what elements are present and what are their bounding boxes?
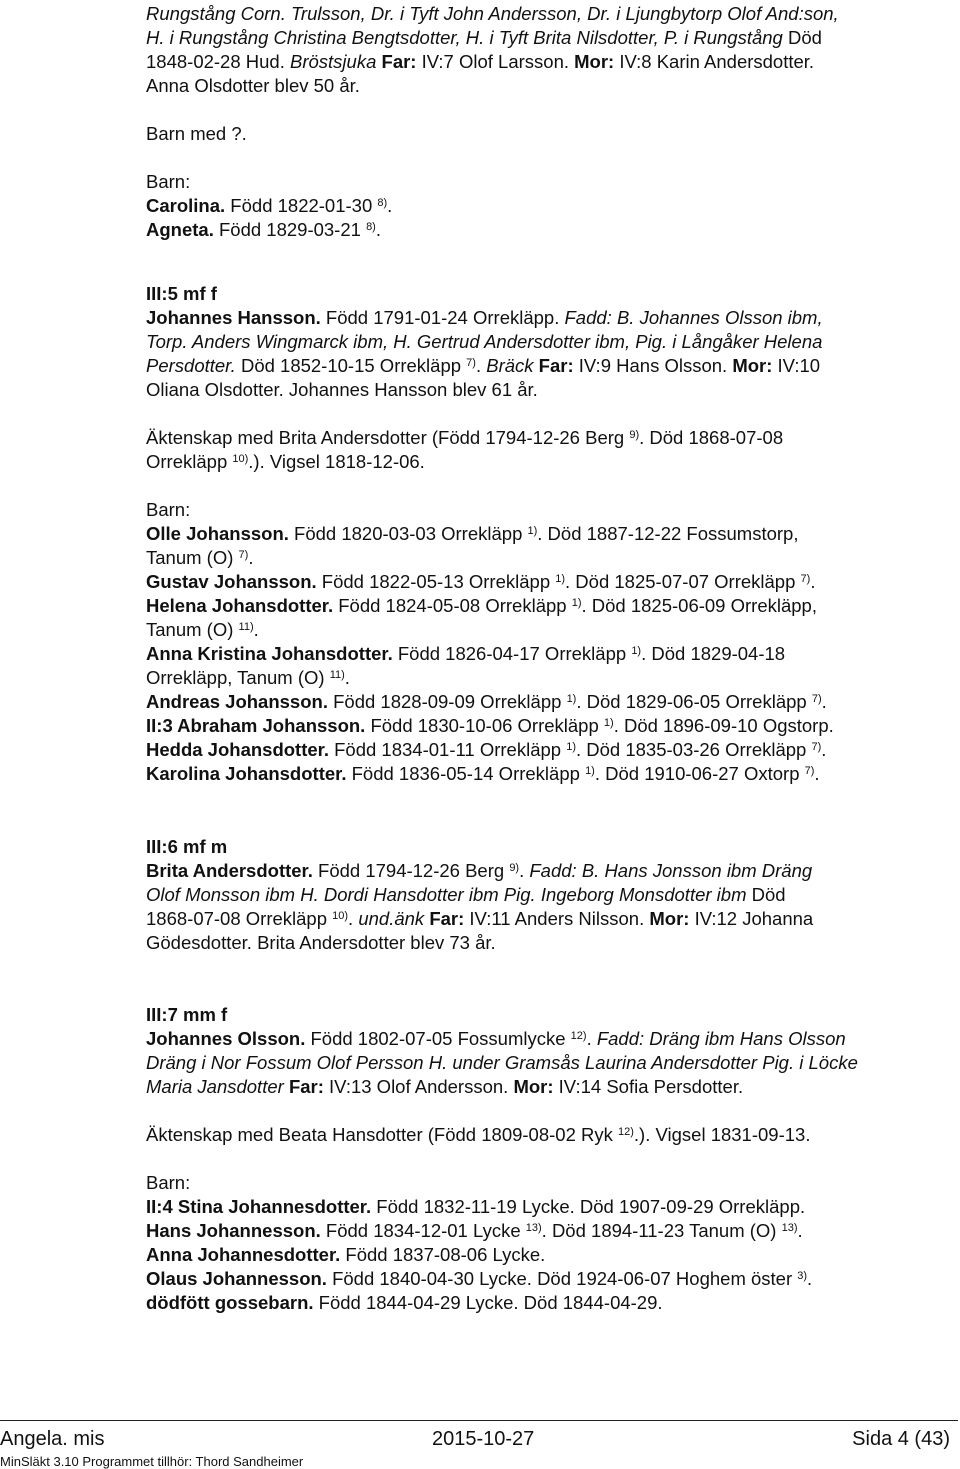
text-segment: II:3 Abraham Johansson.	[146, 715, 366, 736]
text-segment: 12)	[570, 1030, 587, 1042]
text-segment: .	[344, 667, 350, 688]
text-segment: .	[248, 547, 254, 568]
text-segment: . Död 1896-09-10 Ogstorp.	[613, 715, 834, 736]
text-line	[146, 122, 946, 146]
text-segment: Gödesdotter. Brita Andersdotter blev 73 år.	[146, 932, 496, 953]
text-segment: 1)	[555, 573, 566, 585]
text-segment: Mor:	[649, 908, 690, 929]
text-segment: Fadd: B. Hans Jonsson ibm Dräng	[529, 860, 813, 881]
text-line	[146, 50, 946, 74]
text-line	[146, 1123, 946, 1147]
text-line	[146, 546, 946, 570]
text-segment: 7)	[811, 741, 822, 753]
text-segment: 1)	[631, 645, 642, 657]
text-segment: .	[519, 860, 530, 881]
text-segment: 1)	[571, 597, 582, 609]
text-segment: Far:	[429, 908, 465, 929]
text-line	[146, 1171, 946, 1195]
text-segment: Född 1829-03-21	[213, 219, 367, 240]
text-segment: . Död 1887-12-22 Fossumstorp,	[537, 523, 799, 544]
text-segment: Barn:	[146, 499, 191, 520]
text-segment: Barn med ?.	[146, 123, 247, 144]
continuation-block	[146, 2, 946, 242]
text-line	[146, 570, 946, 594]
text-segment: Bröstsjuka	[290, 51, 377, 72]
text-segment: Andreas Johansson.	[146, 691, 328, 712]
text-segment: Johannes Olsson.	[146, 1028, 306, 1049]
text-segment: 1)	[603, 717, 614, 729]
text-segment: Äktenskap med Beata Hansdotter (Född 1809-08-02 Ryk	[146, 1124, 619, 1145]
text-segment: Född 1822-01-30	[225, 195, 378, 216]
text-line	[146, 1051, 946, 1075]
text-segment: . Död 1910-06-27 Oxtorp	[594, 763, 805, 784]
text-line	[146, 666, 946, 690]
text-segment: Mor:	[513, 1076, 554, 1097]
text-line	[146, 170, 946, 194]
text-segment: Persdotter.	[146, 355, 236, 376]
text-line	[146, 1003, 946, 1027]
text-segment: . Död 1825-06-09 Orrekläpp,	[581, 595, 817, 616]
text-line	[146, 498, 946, 522]
text-segment: Far:	[288, 1076, 324, 1097]
text-segment: Dräng i Nor Fossum Olof Persson H. under Gramsås Laurina Andersdotter Pig. i Löcke	[146, 1052, 858, 1073]
text-segment: . Död 1868-07-08	[639, 427, 784, 448]
text-segment: Född 1828-09-09 Orrekläpp	[327, 691, 567, 712]
text-line	[146, 642, 946, 666]
text-segment: H. i Rungstång Christina Bengtsdotter, H. i Tyft Brita Nilsdotter, P. i Rungstång	[146, 27, 783, 48]
text-line	[146, 835, 946, 859]
text-segment: Fadd: Dräng ibm Hans Olsson	[596, 1028, 846, 1049]
text-segment: 7)	[811, 693, 822, 705]
text-line	[146, 282, 946, 306]
text-segment: Äktenskap med Brita Andersdotter (Född 1794-12-26 Berg	[146, 427, 630, 448]
text-line	[146, 1075, 946, 1099]
text-segment: 13)	[781, 1222, 798, 1234]
text-line	[146, 714, 946, 738]
text-line	[146, 883, 946, 907]
text-segment: .	[807, 1268, 813, 1289]
text-segment: Död	[782, 27, 822, 48]
text-segment: Bräck	[486, 355, 534, 376]
text-segment: .	[475, 355, 487, 376]
text-segment: . Död 1894-11-23 Tanum (O)	[541, 1220, 782, 1241]
text-segment: Oliana Olsdotter. Johannes Hansson blev 61 år.	[146, 379, 538, 400]
text-segment: 8)	[366, 221, 376, 233]
text-segment: 10)	[232, 453, 249, 465]
text-segment: . Död 1829-06-05 Orrekläpp	[576, 691, 812, 712]
text-line	[146, 402, 946, 426]
text-segment: . Död 1829-04-18	[641, 643, 786, 664]
text-segment: dödfött gossebarn.	[146, 1292, 314, 1313]
text-segment: Far:	[381, 51, 417, 72]
text-segment: 10)	[332, 910, 349, 922]
text-segment: IV:12 Johanna	[689, 908, 814, 929]
text-line	[146, 738, 946, 762]
text-line	[146, 378, 946, 402]
text-line	[146, 931, 946, 955]
text-segment: Agneta.	[146, 219, 214, 240]
text-segment: . Död 1825-07-07 Orrekläpp	[565, 571, 801, 592]
text-line	[146, 98, 946, 122]
text-line	[146, 594, 946, 618]
text-segment: Olaus Johannesson.	[146, 1268, 327, 1289]
text-segment: Född 1840-04-30 Lycke. Död 1924-06-07 Hoghem öster	[326, 1268, 798, 1289]
text-segment: Född 1824-05-08 Orrekläpp	[333, 595, 572, 616]
text-segment: 9)	[629, 429, 640, 441]
text-segment: Född 1826-04-17 Orrekläpp	[392, 643, 632, 664]
text-segment: .	[814, 763, 820, 784]
text-line	[146, 194, 946, 218]
text-line	[146, 1027, 946, 1051]
text-line	[146, 474, 946, 498]
text-segment: Mor:	[732, 355, 773, 376]
text-segment: Född 1837-08-06 Lycke.	[340, 1244, 546, 1265]
text-segment: III:5 mf f	[146, 283, 217, 304]
text-line	[146, 26, 946, 50]
text-segment: IV:8 Karin Andersdotter.	[614, 51, 815, 72]
text-segment: .	[821, 739, 827, 760]
text-line	[146, 218, 946, 242]
text-segment: Död 1852-10-15 Orrekläpp	[235, 355, 467, 376]
text-segment: .). Vigsel 1818-12-06.	[248, 451, 425, 472]
footer-page-number: Sida 4 (43)	[852, 1428, 950, 1450]
text-segment: Hans Johannesson.	[146, 1220, 321, 1241]
text-segment: .	[387, 195, 393, 216]
footer-date: 2015-10-27	[432, 1428, 535, 1450]
text-segment: 11)	[329, 669, 345, 681]
text-line	[146, 306, 946, 330]
text-segment: Född 1830-10-06 Orrekläpp	[365, 715, 604, 736]
text-line	[146, 1099, 946, 1123]
text-segment: Tanum (O)	[146, 547, 239, 568]
person-III-6	[146, 835, 946, 955]
text-line	[146, 426, 946, 450]
text-segment: 12)	[618, 1126, 634, 1138]
text-segment: 1)	[566, 741, 576, 753]
text-segment: 7)	[800, 573, 811, 585]
text-segment: Tanum (O)	[146, 619, 239, 640]
text-line	[146, 1243, 946, 1267]
text-line	[146, 146, 946, 170]
text-segment: Torp. Anders Wingmarck ibm, H. Gertrud Andersdotter ibm, Pig. i Långåker Helena	[146, 331, 823, 352]
text-segment: Karolina Johansdotter.	[146, 763, 347, 784]
text-segment: 1)	[585, 765, 595, 777]
text-line	[146, 859, 946, 883]
text-segment: Född 1794-12-26 Berg	[312, 860, 510, 881]
text-segment: IV:14 Sofia Persdotter.	[553, 1076, 744, 1097]
text-segment: Född 1836-05-14 Orrekläpp	[346, 763, 586, 784]
text-segment: 9)	[509, 862, 520, 874]
text-line	[146, 690, 946, 714]
text-segment: Född 1822-05-13 Orrekläpp	[316, 571, 556, 592]
text-segment: IV:7 Olof Larsson.	[416, 51, 575, 72]
text-segment: Carolina.	[146, 195, 226, 216]
text-segment: .	[810, 571, 816, 592]
text-segment: Anna Olsdotter blev 50 år.	[146, 75, 360, 96]
text-segment: Maria Jansdotter	[146, 1076, 284, 1097]
text-segment: Död	[746, 884, 786, 905]
text-segment: und.änk	[358, 908, 425, 929]
text-segment: IV:10	[772, 355, 821, 376]
text-line	[146, 354, 946, 378]
text-segment: IV:13 Olof Andersson.	[323, 1076, 514, 1097]
text-segment: Rungstång Corn. Trulsson, Dr. i Tyft John Andersson, Dr. i Ljungbytorp Olof And:son,	[146, 3, 839, 24]
text-line	[146, 1195, 946, 1219]
text-segment: IV:11 Anders Nilsson.	[464, 908, 650, 929]
text-line	[146, 1267, 946, 1291]
text-segment: .	[253, 619, 259, 640]
person-III-5	[146, 282, 946, 786]
text-line	[146, 762, 946, 786]
text-segment: Anna Kristina Johansdotter.	[146, 643, 393, 664]
text-segment: 8)	[377, 197, 388, 209]
text-segment: Född 1820-03-03 Orrekläpp	[288, 523, 528, 544]
text-segment: Orrekläpp	[146, 451, 233, 472]
text-line	[146, 522, 946, 546]
text-segment: 13)	[525, 1222, 542, 1234]
text-segment: Född 1791-01-24 Orrekläpp.	[320, 307, 565, 328]
text-segment: Hedda Johansdotter.	[146, 739, 329, 760]
text-line	[146, 1291, 946, 1315]
text-segment: III:7 mm f	[146, 1004, 228, 1025]
text-line	[146, 907, 946, 931]
text-segment: Barn:	[146, 171, 191, 192]
text-segment: II:4 Stina Johannesdotter.	[146, 1196, 372, 1217]
text-segment: Född 1844-04-29 Lycke. Död 1844-04-29.	[313, 1292, 663, 1313]
text-segment: Född 1834-01-11 Orrekläpp	[328, 739, 567, 760]
text-segment: Anna Johannesdotter.	[146, 1244, 341, 1265]
text-segment: .	[348, 908, 359, 929]
footer-program-info: MinSläkt 3.10 Programmet tillhör: Thord Sandheimer	[0, 1454, 304, 1469]
text-segment: Mor:	[574, 51, 615, 72]
text-segment: .	[797, 1220, 803, 1241]
text-segment: Johannes Hansson.	[146, 307, 321, 328]
text-line	[146, 1219, 946, 1243]
text-segment: 7)	[804, 765, 815, 777]
text-segment: Orrekläpp, Tanum (O)	[146, 667, 330, 688]
text-segment: .	[586, 1028, 597, 1049]
text-segment: Född 1832-11-19 Lycke. Död 1907-09-29 Orrekläpp.	[371, 1196, 806, 1217]
text-segment: Barn:	[146, 1172, 191, 1193]
text-segment: Brita Andersdotter.	[146, 860, 313, 881]
person-III-7	[146, 1003, 946, 1315]
text-segment: Född 1802-07-05 Fossumlycke	[305, 1028, 571, 1049]
text-segment: .	[821, 691, 827, 712]
text-segment: 11)	[238, 621, 254, 633]
footer-divider	[0, 1420, 958, 1421]
text-line	[146, 330, 946, 354]
text-segment: . Död 1835-03-26 Orrekläpp	[575, 739, 812, 760]
text-line	[146, 618, 946, 642]
text-line	[146, 450, 946, 474]
text-line	[146, 74, 946, 98]
text-segment: Född 1834-12-01 Lycke	[320, 1220, 526, 1241]
text-segment: Helena Johansdotter.	[146, 595, 334, 616]
text-segment: Gustav Johansson.	[146, 571, 317, 592]
page-footer	[0, 1420, 960, 1467]
text-line	[146, 1147, 946, 1171]
text-segment: IV:9 Hans Olsson.	[573, 355, 733, 376]
text-segment: .). Vigsel 1831-09-13.	[633, 1124, 811, 1145]
text-segment: Olle Johansson.	[146, 523, 289, 544]
text-segment: 7)	[238, 549, 249, 561]
text-segment: Fadd: B. Johannes Olsson ibm,	[564, 307, 823, 328]
text-line	[146, 2, 946, 26]
text-segment: 3)	[797, 1270, 808, 1282]
text-segment: Far:	[538, 355, 574, 376]
text-segment: 7)	[466, 357, 476, 369]
text-segment: 1848-02-28 Hud.	[146, 51, 290, 72]
text-segment: 1)	[566, 693, 577, 705]
text-segment: 1)	[527, 525, 538, 537]
footer-author: Angela. mis	[0, 1428, 105, 1450]
text-segment: .	[375, 219, 381, 240]
text-segment: Olof Monsson ibm H. Dordi Hansdotter ibm Pig. Ingeborg Monsdotter ibm	[146, 884, 747, 905]
text-segment: 1868-07-08 Orrekläpp	[146, 908, 333, 929]
text-segment: III:6 mf m	[146, 836, 228, 857]
